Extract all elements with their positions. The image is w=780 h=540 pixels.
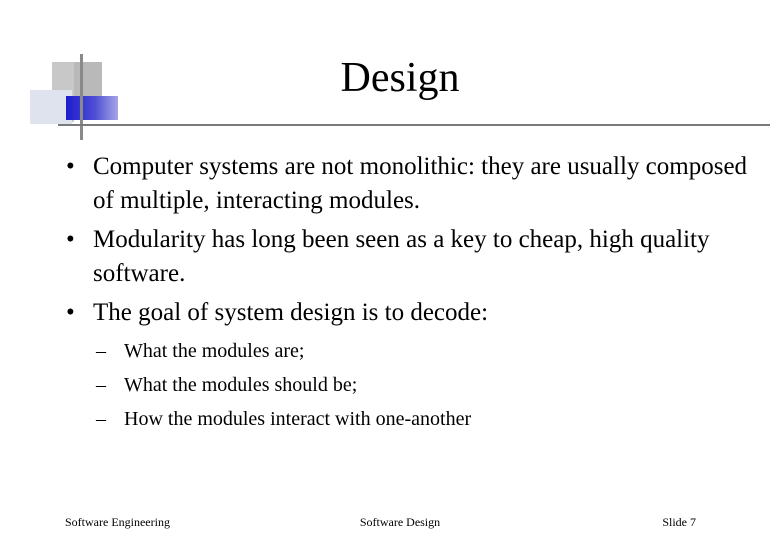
sub-bullet-text: What the modules are; — [124, 340, 305, 362]
sub-bullet-text: What the modules should be; — [124, 374, 358, 396]
slide-title: Design — [340, 55, 460, 101]
sub-bullet-text: How the modules interact with one-another — [124, 408, 472, 430]
footer-topic: Software Design — [359, 515, 441, 529]
sub-bullet-marker: – — [96, 374, 106, 396]
bullet-marker: • — [66, 226, 75, 253]
footer-course-name: Software Engineering — [65, 515, 170, 529]
bullet-marker: • — [66, 153, 75, 180]
bullet-text: Modularity has long been seen as a key to cheap, high quality software. — [93, 226, 710, 287]
sub-bullet-marker: – — [96, 340, 106, 362]
decor-blue-gradient-bar — [66, 96, 118, 120]
sub-bullet-list — [96, 338, 736, 440]
title-underline-rule — [58, 124, 770, 126]
bullet-text: The goal of system design is to decode: — [93, 299, 489, 326]
sub-bullet-marker: – — [96, 408, 106, 430]
bullet-item — [62, 223, 752, 291]
sub-bullet-item — [96, 372, 736, 399]
bullet-list — [62, 150, 752, 335]
sub-bullet-item — [96, 406, 736, 433]
corner-decoration — [0, 0, 140, 140]
bullet-item — [62, 296, 752, 330]
bullet-item — [62, 150, 752, 218]
bullet-text: Computer systems are not monolithic: they are usually composed of multiple, interacting modules. — [93, 153, 748, 214]
decor-vertical-rule — [80, 54, 83, 140]
sub-bullet-item — [96, 338, 736, 365]
bullet-marker: • — [66, 299, 75, 326]
footer-slide-number: Slide 7 — [662, 515, 696, 529]
